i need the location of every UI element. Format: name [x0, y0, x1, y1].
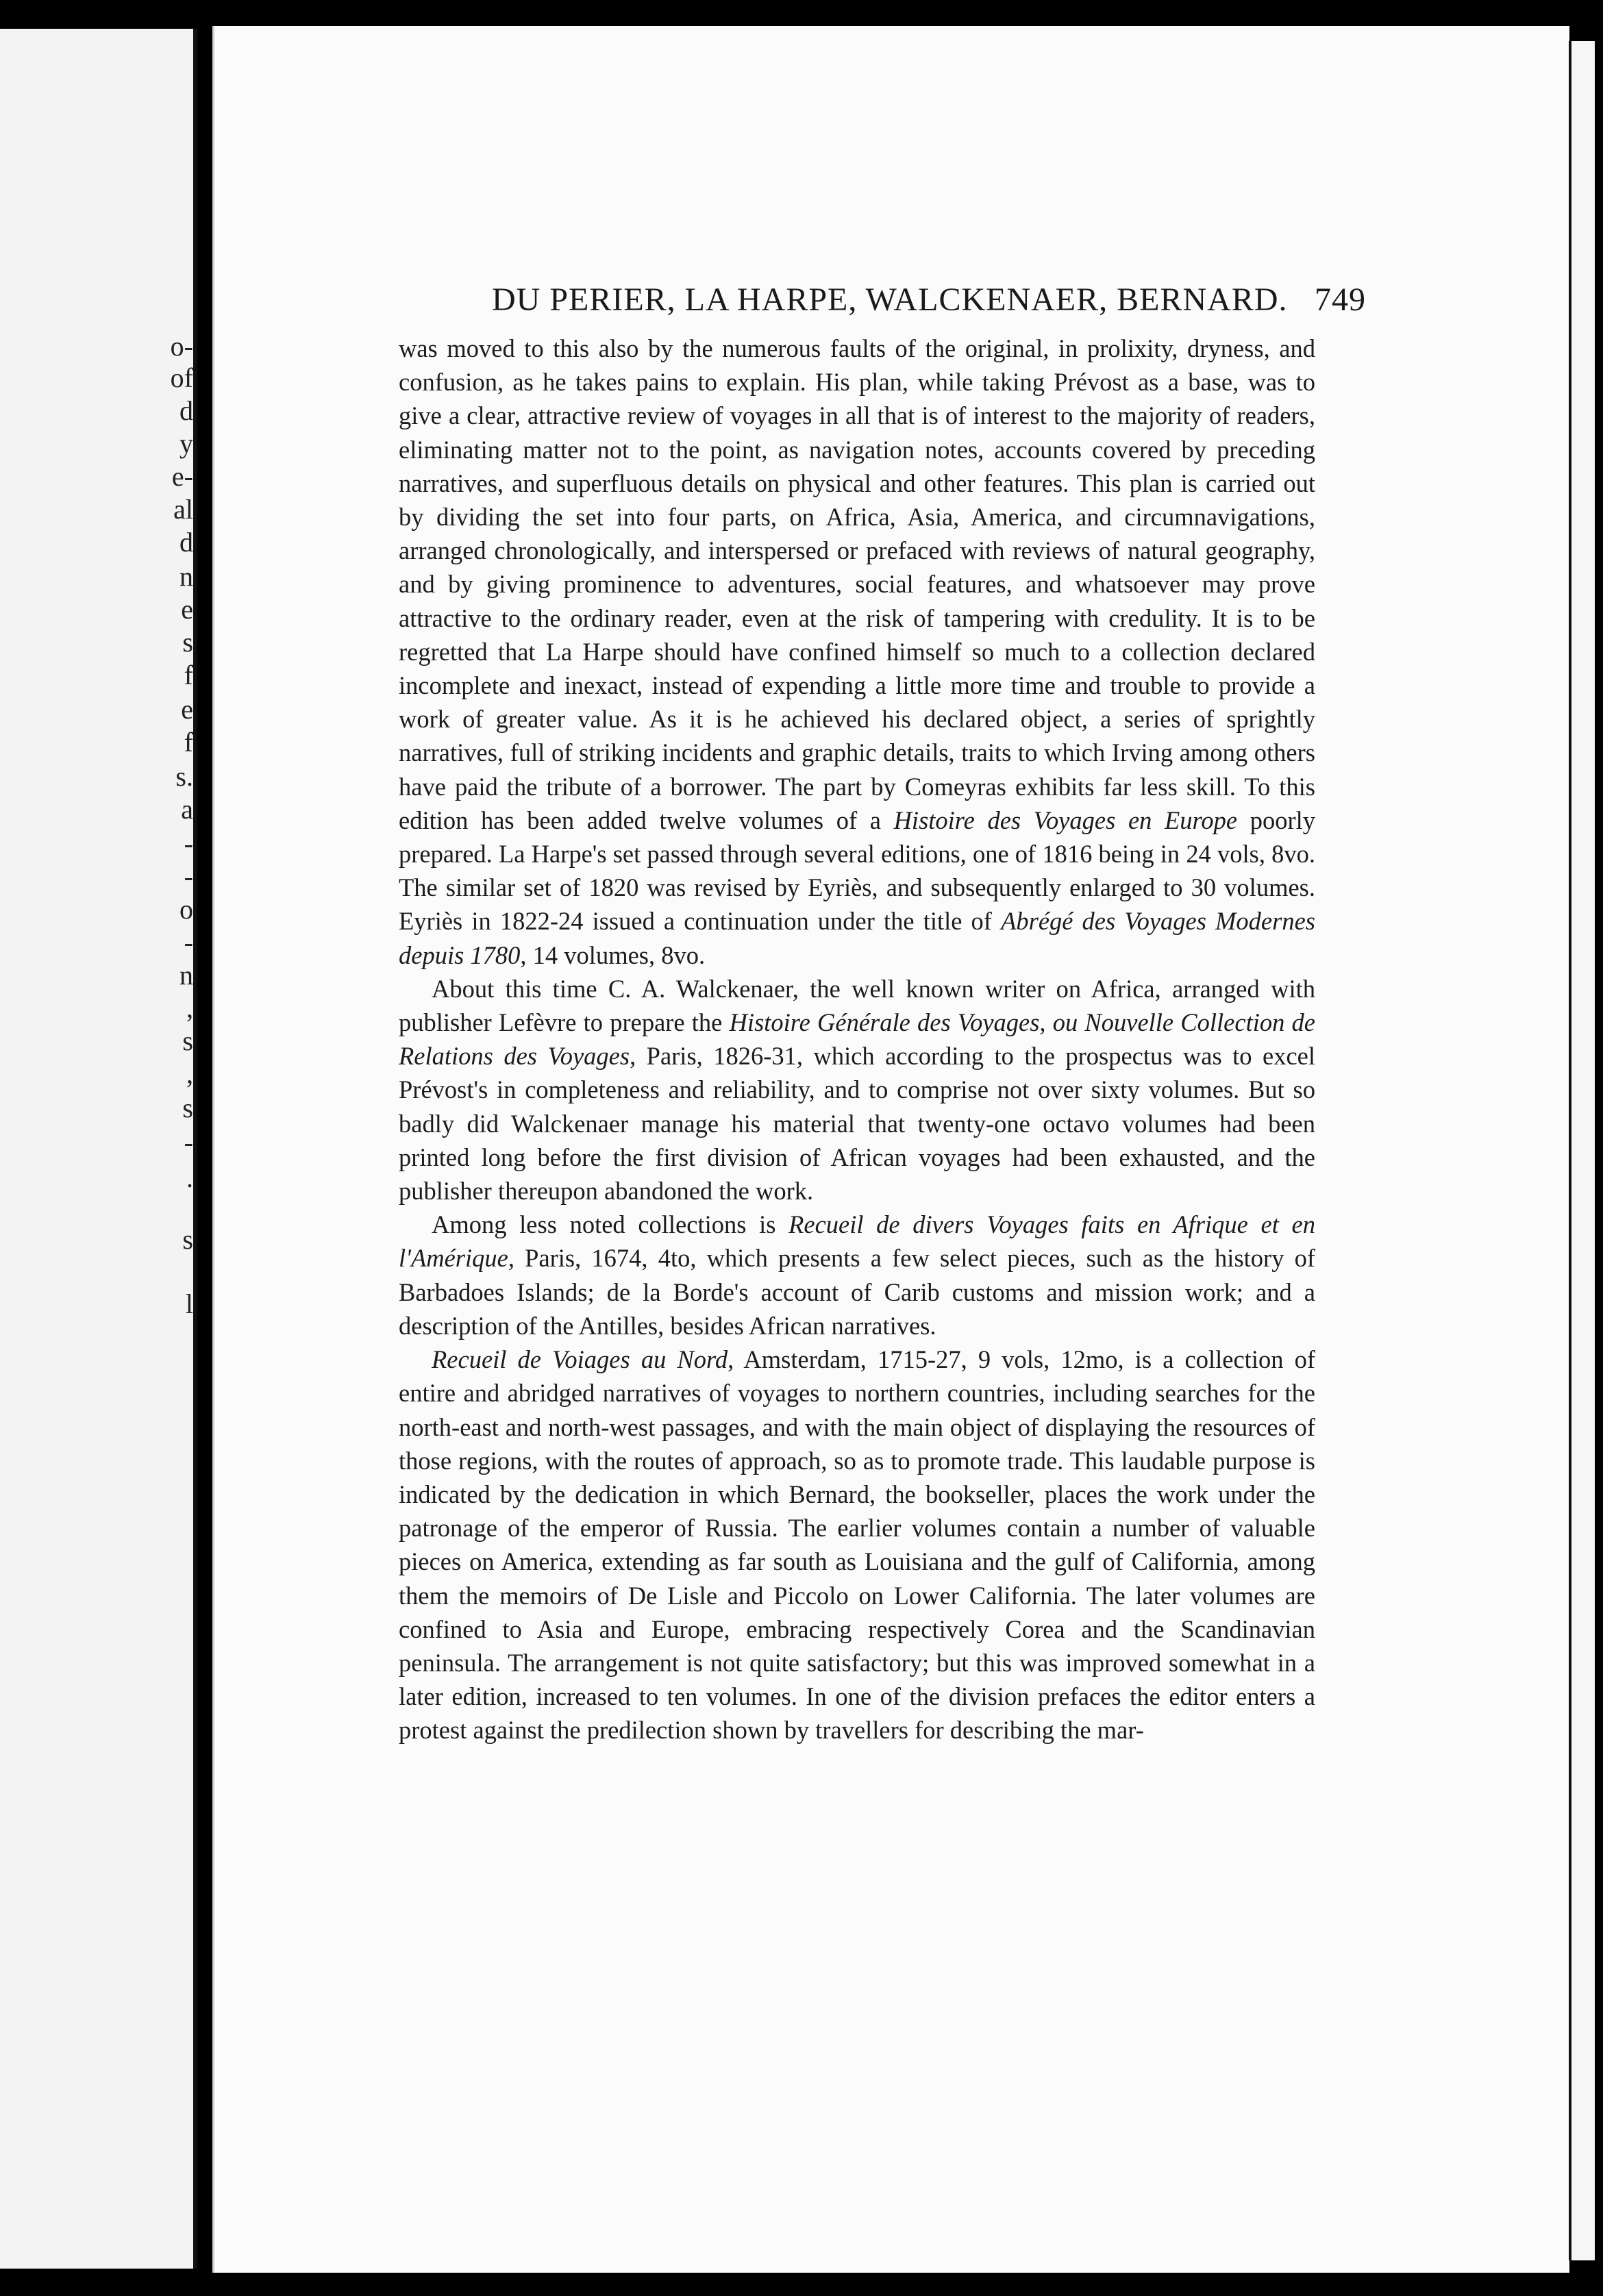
- text-run: , Amsterdam, 1715-27, 9 vols, 12mo, is a collection of entire and abridged narratives of voyages to northern countries, including searches for the north-east and north-west passages, and with the main object of displaying the resources of those regions, with the routes of approach, so as to promote trade. This laudable purpose is indicated by the dedication in which Bernard, the bookseller, places the work under the patronage of the emperor of Russia. The earlier volumes contain a number of valuable pieces on America, extending as far south as Louisiana and the gulf of California, among them the memoirs of De Lisle and Piccolo on Lower California. The later volumes are confined to Asia and Europe, embracing respectively Corea and the Scandinavian peninsula. The arrangement is not quite satisfactory; but this was improved somewhat in a later edition, increased to ten volumes. In one of the division prefaces the editor enters a protest against the predilection shown by travellers for describing the mar-: [399, 1345, 1315, 1745]
- facing-page-fragment: s: [182, 627, 193, 658]
- facing-page-fragment: n: [179, 960, 193, 990]
- facing-page-fragment: -: [184, 1127, 193, 1158]
- paragraph: [399, 332, 1315, 972]
- facing-page-fragment: f: [184, 727, 193, 758]
- facing-page-fragment: d: [179, 527, 193, 558]
- italic-title: Abrégé des Voyages Modernes depuis 1780: [399, 907, 1315, 969]
- paragraph: [399, 972, 1315, 1208]
- facing-page-fragment: of: [170, 362, 193, 393]
- facing-page-fragment: o-: [170, 331, 193, 362]
- facing-page-fragment: n: [179, 561, 193, 592]
- facing-page-fragment: -: [184, 861, 193, 892]
- facing-page-fragment: a: [181, 794, 193, 825]
- facing-page-fragment: d: [179, 395, 193, 426]
- text-run: About this time C. A. Walckenaer, the well known writer on Africa, arranged with publisher Lefèvre to prepare the: [399, 974, 1315, 1037]
- facing-page-fragment: -: [184, 927, 193, 958]
- paragraph: [399, 1208, 1315, 1343]
- text-run: , 14 volumes, 8vo.: [520, 940, 706, 969]
- facing-page-fragment: s.: [175, 761, 193, 792]
- text-run: Among less noted collections is: [432, 1210, 789, 1239]
- page-stack-edge: [1569, 41, 1595, 2260]
- body-text: [399, 332, 1315, 1747]
- facing-page-fragment: l: [185, 1288, 193, 1319]
- text-run: was moved to this also by the numerous faults of the original, in prolixity, dryness, and confusion, as he takes pains to explain. His plan, while taking Prévost as a base, was to give a clear, attractive review of voyages in all that is of interest to the majority of readers, eliminating matter not to the point, as navigation notes, accounts covered by preceding narratives, and superfluous details on physical and other features. This plan is carried out by dividing the set into four parts, on Africa, Asia, America, and circumnavigations, arranged chronologically, and interspersed or prefaced with reviews of natural geography, and by giving prominence to adventures, social features, and whatsoever may prove attractive to the ordinary reader, even at the risk of tampering with credulity. It is to be regretted that La Harpe should have confined himself so much to a collection declared incomplete and inexact, instead of expending a little more time and trouble to provide a work of greater value. As it is he achieved his declared object, a series of sprightly narratives, full of striking incidents and graphic details, traits to which Irving among others have paid the tribute of a borrower. The part by Comeyras exhibits far less skill. To this edition has been added twelve volumes of a: [399, 334, 1315, 834]
- facing-page-fragment: o: [179, 894, 193, 925]
- facing-page-fragment: e: [181, 594, 193, 625]
- text-run: , Paris, 1826-31, which according to the prospectus was to excel Prévost's in completeness and reliability, and to comprise not over sixty volumes. But so badly did Walckenaer manage his material that twenty-one octavo volumes had been printed long before the first division of African voyages had been exhausted, and the publisher thereupon abandoned the work.: [399, 1042, 1315, 1206]
- running-title: DU PERIER, LA HARPE, WALCKENAER, BERNARD.: [492, 282, 1288, 318]
- facing-page-fragment: .: [186, 1162, 193, 1193]
- italic-title: Histoire des Voyages en Europe: [893, 806, 1238, 834]
- italic-title: Recueil de Voiages au Nord: [432, 1345, 728, 1374]
- facing-page-fragment: al: [173, 494, 193, 525]
- facing-page-fragment: ,: [186, 1058, 193, 1089]
- facing-page-fragment: s: [182, 1224, 193, 1255]
- text-run: poorly prepared. La Harpe's set passed through several editions, one of 1816 being in 24 vols, 8vo. The similar set of 1820 was revised by Eyriès, and subsequently enlarged to 30 volumes. Eyriès in 1822-24 issued a continuation under the title of: [399, 806, 1316, 936]
- paragraph: [399, 1343, 1315, 1747]
- italic-title: Histoire Générale des Voyages, ou Nouvelle Collection de Relations des Voyages: [399, 1008, 1315, 1071]
- facing-page-fragment: -: [184, 828, 193, 859]
- facing-page-fragment: s: [182, 1025, 193, 1056]
- italic-title: Recueil de divers Voyages faits en Afrique et en l'Amérique: [399, 1210, 1315, 1273]
- facing-page-fragment: ,: [186, 993, 193, 1023]
- facing-page-fragment: e: [181, 694, 193, 725]
- running-header: [492, 281, 1366, 319]
- facing-page-fragment: s: [182, 1093, 193, 1123]
- facing-page-fragment: e-: [171, 461, 193, 492]
- facing-page-fragment: y: [179, 428, 193, 459]
- facing-page-fragment: f: [184, 660, 193, 690]
- facing-page-edge: [0, 29, 197, 2269]
- text-run: , Paris, 1674, 4to, which presents a few select pieces, such as the history of Barbadoes Islands; de la Borde's account of Carib customs and mission work; and a description of the Antilles, besides African narratives.: [399, 1244, 1315, 1340]
- page-number: 749: [1315, 282, 1366, 318]
